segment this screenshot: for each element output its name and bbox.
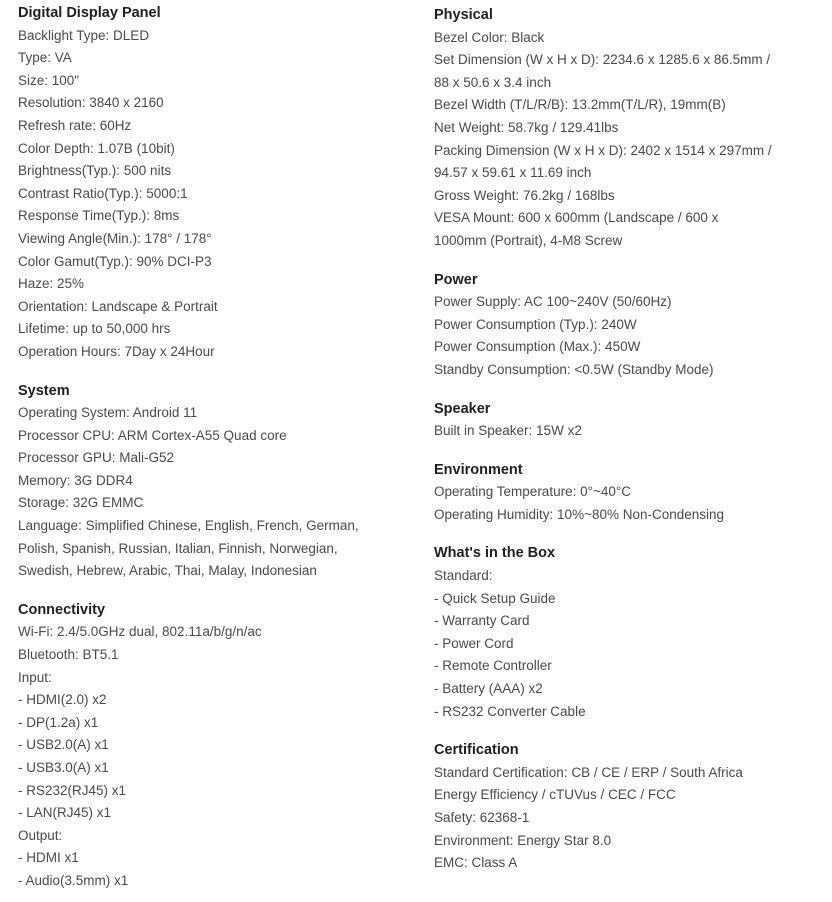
section-heading: System	[18, 382, 70, 399]
spec-line: Bezel Width (T/L/R/B): 13.2mm(T/L/R), 19mm(B)	[434, 97, 726, 113]
spec-line: Standby Consumption: <0.5W (Standby Mode)	[434, 361, 714, 377]
spec-line: - HDMI x1	[18, 850, 79, 866]
section-heading: Digital Display Panel	[18, 5, 161, 21]
spec-line: Standard Certification: CB / CE / ERP / South Africa	[434, 764, 743, 780]
spec-section-what-s-in-the-box	[434, 542, 824, 723]
spec-line: Color Gamut(Typ.): 90% DCI-P3	[18, 253, 212, 269]
section-heading: Speaker	[434, 400, 491, 417]
spec-line: - Quick Setup Guide	[434, 590, 556, 606]
spec-line: 88 x 50.6 x 3.4 inch	[434, 74, 552, 90]
spec-line: - Audio(3.5mm) x1	[18, 872, 129, 888]
spec-line: Processor GPU: Mali-G52	[18, 450, 175, 466]
spec-line: Viewing Angle(Min.): 178° / 178°	[18, 230, 212, 246]
spec-line: Response Time(Typ.): 8ms	[18, 208, 180, 224]
section-heading: Power	[434, 271, 478, 288]
spec-line: Brightness(Typ.): 500 nits	[18, 163, 172, 179]
spec-line: 1000mm (Portrait), 4-M8 Screw	[434, 232, 623, 248]
spec-line: Operating Temperature: 0°~40°C	[434, 484, 632, 500]
spec-line: 94.57 x 59.61 x 11.69 inch	[434, 165, 592, 181]
spec-line: - USB2.0(A) x1	[18, 737, 109, 753]
spec-section-connectivity	[18, 599, 398, 893]
spec-line: Set Dimension (W x H x D): 2234.6 x 1285.6 x 86.5mm /	[434, 52, 771, 68]
spec-line: Color Depth: 1.07B (10bit)	[18, 140, 175, 156]
spec-section-digital-display-panel	[18, 2, 398, 364]
spec-line: Backlight Type: DLED	[18, 27, 150, 43]
spec-line: Power Consumption (Typ.): 240W	[434, 316, 637, 332]
spec-line: Storage: 32G EMMC	[18, 495, 144, 511]
spec-line: Bezel Color: Black	[434, 29, 545, 45]
spec-line: Power Consumption (Max.): 450W	[434, 339, 641, 355]
right-spec-column	[434, 4, 824, 875]
spec-line: Memory: 3G DDR4	[18, 472, 133, 488]
spec-line: Haze: 25%	[18, 276, 85, 292]
spec-line: Swedish, Hebrew, Arabic, Thai, Malay, Indonesian	[18, 563, 317, 579]
spec-line: VESA Mount: 600 x 600mm (Landscape / 600 x	[434, 210, 719, 226]
spec-line: Operation Hours: 7Day x 24Hour	[18, 343, 215, 359]
spec-line: Polish, Spanish, Russian, Italian, Finnish, Norwegian,	[18, 540, 338, 556]
spec-line: Refresh rate: 60Hz	[18, 117, 132, 133]
spec-line: Operating System: Android 11	[18, 405, 198, 421]
spec-line: Type: VA	[18, 50, 72, 66]
spec-line: Energy Efficiency / cTUVus / CEC / FCC	[434, 787, 676, 803]
spec-line: Input:	[18, 669, 52, 685]
spec-line: Gross Weight: 76.2kg / 168lbs	[434, 187, 615, 203]
spec-section-power	[434, 269, 824, 382]
spec-line: - DP(1.2a) x1	[18, 714, 99, 730]
spec-line: - Warranty Card	[434, 613, 530, 629]
spec-section-system	[18, 380, 398, 583]
spec-section-physical	[434, 4, 824, 253]
spec-line: Built in Speaker: 15W x2	[434, 423, 582, 439]
spec-line: Power Supply: AC 100~240V (50/60Hz)	[434, 294, 672, 310]
spec-section-certification	[434, 739, 824, 875]
spec-line: Environment: Energy Star 8.0	[434, 832, 612, 848]
spec-line: - RS232 Converter Cable	[434, 703, 586, 719]
spec-line: Size: 100"	[18, 72, 80, 88]
spec-line: Net Weight: 58.7kg / 129.41lbs	[434, 119, 619, 135]
spec-line: - HDMI(2.0) x2	[18, 692, 107, 708]
spec-line: - RS232(RJ45) x1	[18, 782, 127, 798]
spec-line: Operating Humidity: 10%~80% Non-Condensing	[434, 506, 725, 522]
section-heading: Connectivity	[18, 601, 106, 618]
spec-line: - Battery (AAA) x2	[434, 681, 543, 697]
spec-line: - Remote Controller	[434, 658, 552, 674]
section-heading: Environment	[434, 461, 523, 478]
spec-line: - LAN(RJ45) x1	[18, 805, 112, 821]
section-heading: Physical	[434, 7, 493, 23]
spec-line: Wi-Fi: 2.4/5.0GHz dual, 802.11a/b/g/n/ac	[18, 624, 262, 640]
spec-line: EMC: Class A	[434, 855, 518, 871]
spec-line: Packing Dimension (W x H x D): 2402 x 1514 x 297mm /	[434, 142, 772, 158]
spec-line: - USB3.0(A) x1	[18, 760, 109, 775]
spec-line: Bluetooth: BT5.1	[18, 647, 119, 663]
spec-line: Contrast Ratio(Typ.): 5000:1	[18, 185, 188, 201]
spec-line: Language: Simplified Chinese, English, French, German,	[18, 518, 359, 534]
left-spec-column	[18, 2, 398, 893]
spec-section-speaker	[434, 398, 824, 443]
spec-line: Processor CPU: ARM Cortex-A55 Quad core	[18, 427, 287, 443]
section-heading: Certification	[434, 742, 519, 759]
spec-line: Standard:	[434, 568, 493, 584]
spec-line: - Power Cord	[434, 635, 514, 651]
spec-line: Lifetime: up to 50,000 hrs	[18, 321, 171, 337]
spec-section-environment	[434, 459, 824, 527]
spec-line: Output:	[18, 827, 63, 843]
spec-line: Resolution: 3840 x 2160	[18, 95, 164, 111]
spec-line: Orientation: Landscape & Portrait	[18, 298, 218, 314]
section-heading: What's in the Box	[434, 545, 556, 562]
spec-line: Safety: 62368-1	[434, 810, 530, 825]
